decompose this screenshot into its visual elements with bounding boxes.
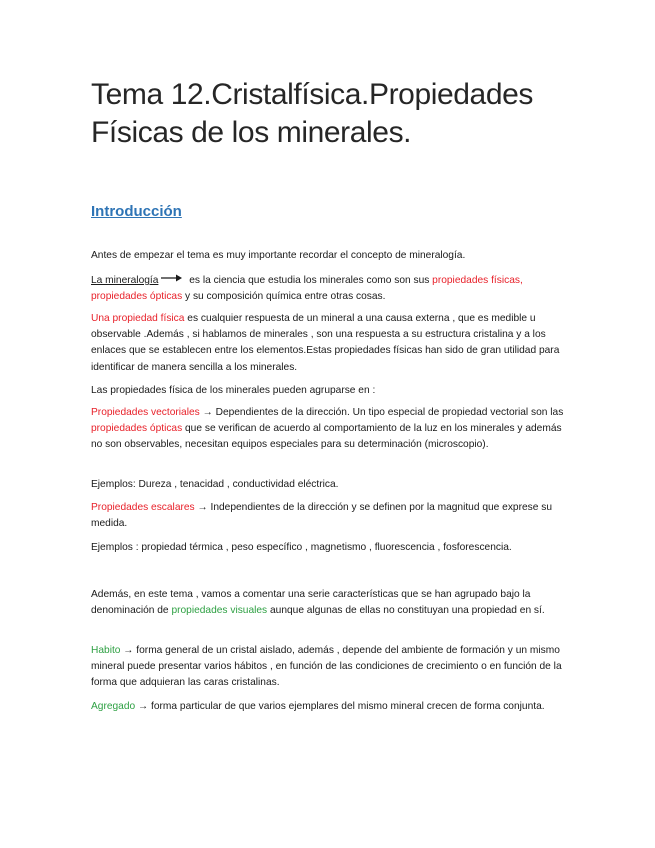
term-mineralogia: La mineralogía (91, 274, 159, 286)
highlight-propiedades-vectoriales: Propiedades vectoriales (91, 407, 200, 418)
paragraph-mineralogia: La mineralogía es la ciencia que estudia los minerales como son sus propiedades físicas, propiedades ópticas y su composición química entre otras cosas. (91, 272, 571, 305)
paragraph-escalares: Propiedades escalares → Independientes de la dirección y se definen por la magnitud que exprese su medida. (91, 502, 552, 530)
paragraph-ejemplos-escalares: Ejemplos : propiedad térmica , peso específico , magnetismo , fluorescencia , fosforescencia. (91, 542, 512, 553)
highlight-propiedades-opticas: propiedades ópticas (91, 291, 183, 302)
section-heading: Introducción (91, 203, 182, 220)
paragraph-ejemplos-vectoriales: Ejemplos: Dureza , tenacidad , conductividad eléctrica. (91, 479, 339, 490)
page-title: Tema 12.Cristalfísica.Propiedades Físicas de los minerales. (91, 78, 534, 149)
highlight-habito: Habito (91, 645, 121, 656)
highlight-agregado: Agregado (91, 701, 136, 712)
paragraph-agrupacion: Las propiedades física de los minerales pueden agruparse en : (91, 385, 376, 396)
highlight-propiedad-fisica: Una propiedad física (91, 313, 185, 324)
paragraph-propiedad-fisica: Una propiedad física es cualquier respuesta de un mineral a una causa externa , que es medible u observable .Además , si hablamos de minerales , son una respuesta a su estructura cristalina y a los enlaces que se establecen entre los elementos.Estas propiedades físicas han sido de gran utilidad para identificar de manera sencilla a los minerales. (91, 313, 560, 373)
arrow-icon (161, 272, 183, 288)
highlight-propiedades-escalares: Propiedades escalares (91, 502, 195, 513)
paragraph-intro: Antes de empezar el tema es muy importante recordar el concepto de mineralogía. (91, 250, 466, 261)
paragraph-vectoriales: Propiedades vectoriales → Dependientes de la dirección. Un tipo especial de propiedad vectorial son las propiedades ópticas que se verifican de acuerdo al comportamiento de la luz en los minerales y además no son observables, necesitan equipos especiales para su determinación (microscopio). (91, 407, 564, 451)
highlight-propiedades-fisicas: propiedades físicas, (432, 274, 523, 286)
paragraph-agregado: Agregado → forma particular de que varios ejemplares del mismo mineral crecen de forma conjunta. (91, 701, 545, 712)
paragraph-propiedades-visuales: Además, en este tema , vamos a comentar una serie características que se han agrupado bajo la denominación de propiedades visuales aunque algunas de ellas no constituyan una propiedad en sí. (91, 589, 545, 617)
highlight-propiedades-visuales: propiedades visuales (171, 605, 268, 617)
paragraph-habito: Habito → forma general de un cristal aislado, además , depende del ambiente de formación y un mismo mineral puede presentar varios hábitos , en función de las condiciones de crecimiento o en función de la forma que adquieran las caras cristalinas. (91, 645, 562, 689)
highlight-propiedades-opticas-2: propiedades ópticas (91, 423, 183, 435)
